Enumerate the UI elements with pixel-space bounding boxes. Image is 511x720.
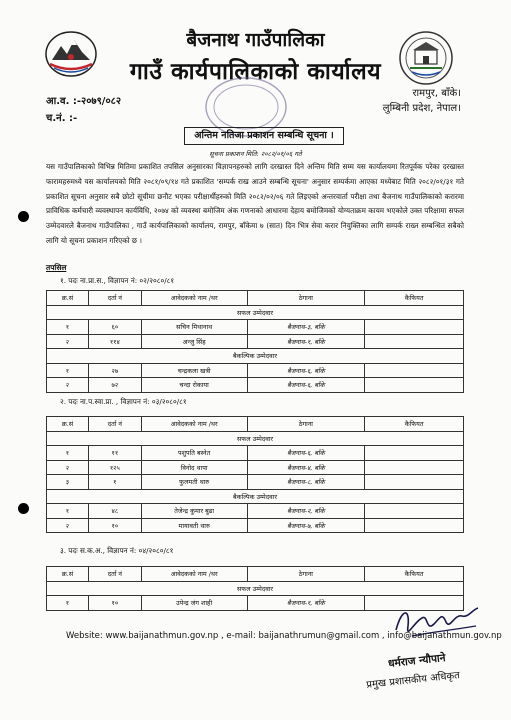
group-row: [47, 431, 464, 446]
name-cell: चन्द्रकला खत्री: [141, 363, 247, 378]
reg-cell: ७२: [88, 378, 141, 393]
name-cell: उपेन्द्र जंग शाही: [141, 596, 247, 611]
signatory-name: धर्मराज न्यौपाने: [387, 652, 447, 670]
column-header: दर्ता नं: [88, 417, 141, 432]
table-row: [47, 460, 464, 475]
office-name: गाउँ कार्यपालिकाको कार्यालय: [129, 59, 382, 85]
group-label: सफल उम्मेदवार: [47, 305, 464, 320]
group-row: [47, 305, 464, 320]
reg-cell: ४८: [88, 504, 141, 519]
reg-cell: १२५: [88, 460, 141, 475]
group-label: सफल उम्मेदवार: [47, 581, 464, 596]
punch-hole-top: [18, 211, 29, 222]
column-header: आवेदकको नाम /थर: [141, 417, 247, 432]
column-header: दर्ता नं: [88, 567, 141, 582]
municipality-name: बैजनाथ गाउँपालिका: [186, 29, 325, 51]
table-row: [47, 320, 464, 335]
serial-cell: १: [47, 596, 89, 611]
column-header: ठेगाना: [247, 567, 365, 582]
address-cell: बैजनाथ-७, बाँके: [247, 518, 365, 533]
results-table: [46, 416, 464, 533]
name-cell: विनोद थापा: [141, 460, 247, 475]
address-line-1: रामपुर, बाँके।: [412, 88, 461, 99]
serial-cell: १: [47, 504, 89, 519]
results-table: [46, 290, 464, 393]
signatory-title: प्रमुख प्रशासकीय अधिकृत: [365, 670, 461, 691]
serial-cell: २: [47, 334, 89, 349]
name-cell: सचिन मिथानाथ: [141, 320, 247, 335]
column-header: आवेदकको नाम /थर: [141, 567, 247, 582]
group-label: बैकल्पिक उम्मेदवार: [47, 489, 464, 504]
table-row: [47, 334, 464, 349]
column-header: कैफियत: [365, 567, 464, 582]
remark-cell: [365, 334, 464, 349]
reg-cell: १०: [88, 596, 141, 611]
notice-title: अन्तिम नतिजा प्रकाशन सम्बन्धि सूचना ।: [184, 127, 344, 145]
post-title: २. पदः ना.प.स्वा.प्रा. , विज्ञापन नं: ०३/२०८०/८१: [60, 397, 187, 406]
name-cell: चन्दा रोकाया: [141, 378, 247, 393]
dispatch-number: च.नं. :-: [46, 113, 78, 124]
name-cell: मायावती थारु: [141, 518, 247, 533]
remark-cell: [365, 475, 464, 490]
name-cell: तेजेन्द्र कुमार बुढा: [141, 504, 247, 519]
handwritten-signature: [392, 600, 484, 650]
address-cell: बैजनाथ-३, बाँके: [247, 320, 365, 335]
name-cell: पशुपति बस्नेत: [141, 446, 247, 461]
serial-cell: २: [47, 378, 89, 393]
address-cell: बैजनाथ-६, बाँके: [247, 446, 365, 461]
group-row: [47, 489, 464, 504]
table-header-row: [47, 291, 464, 306]
column-header: कैफियत: [365, 291, 464, 306]
notice-body: यस गाउँपालिकाको विभिन्न मितिमा प्रकाशित तपसिल अनुसारका विज्ञापनहरुको लागि दरखास्त दिने अन्तिम मिति सम्म यस कार्यालयमा रितपूर्वक परेका दरखास्त फारामहरुमध्ये यस कार्यालयको मिति २०८१/०९/१४ गते प्रकाशित 'सम्पर्क राख आउने सम्बन्धि सूचना' अनुसार सम्पर्कमा आएका मध्येबाट मिति २०८२/०१/३१ गते प्रकाशित सूचना अनुसार सबै छोटो सूचीमा छनौट भएका परीक्षार्थीहरुको मिति २०८२/०२/०६ गते लिइएको अन्तरवार्ता परीक्षा तथा बैजनाथ गाउँपालिकाको करारमा प्राविधिक कर्मचारी व्यवस्थापन कार्यविधि, २०७४ को व्यवस्था बमोजिम अंक गणनाको आधारमा देहाय बमोजिमको योग्यताक्रम कायम भएकोले उक्त परिक्षामा सफल उम्मेदवारले बैजनाथ गाउँपालिका , गाउँ कार्यपालिकाको कार्यालय, रामपुर, बाँकेमा ७ (सात) दिन भित्र सेवा करार नियुक्तिका लागि सम्पर्क राख्न सम्बन्धित सबैको लागि यो सूचना प्रकाशन गरिएको छ ।: [46, 162, 464, 245]
remark-cell: [365, 504, 464, 519]
address-cell: बैजनाथ-६, बाँके: [247, 378, 365, 393]
remark-cell: [365, 518, 464, 533]
reg-cell: १: [88, 475, 141, 490]
address-cell: बैजनाथ-२, बाँके: [247, 504, 365, 519]
group-label: बैकल्पिक उम्मेदवार: [47, 349, 464, 364]
column-header: क्र.सं: [47, 417, 89, 432]
post-title: ३. पदः स.क.अ., विज्ञापन नं: ०४/२०८०/८१: [60, 546, 174, 555]
address-cell: बैजनाथ-४, बाँके: [247, 460, 365, 475]
punch-hole-bottom: [18, 503, 29, 514]
remark-cell: [365, 378, 464, 393]
notice-date: सूचना प्रकाशन मिति: २०८२/०१/०६ गते: [209, 150, 302, 158]
tapsil-heading: तपसिल: [46, 263, 67, 272]
address-line-2: लुम्बिनी प्रदेश, नेपाल।: [382, 103, 461, 114]
table-row: [47, 504, 464, 519]
table-header-row: [47, 417, 464, 432]
contact-footer: Website: www.baijanathmun.gov.np , e-mail: baijanathrumun@gmail.com , info@baijanathmun.gov.np: [66, 631, 502, 641]
serial-cell: ३: [47, 475, 89, 490]
name-cell: फुलमती थारु: [141, 475, 247, 490]
name-cell: अन्जु सिंह: [141, 334, 247, 349]
address-cell: बैजनाथ-६, बाँके: [247, 363, 365, 378]
reg-cell: ११४: [88, 334, 141, 349]
serial-cell: २: [47, 460, 89, 475]
reg-cell: ६०: [88, 320, 141, 335]
serial-cell: २: [47, 518, 89, 533]
table-row: [47, 363, 464, 378]
serial-cell: १: [47, 320, 89, 335]
reg-cell: १०: [88, 518, 141, 533]
table-header-row: [47, 567, 464, 582]
address-cell: बैजनाथ-१, बाँके: [247, 334, 365, 349]
fiscal-year-ref: आ.व. :-२०७९/०८२: [46, 96, 122, 107]
column-header: ठेगाना: [247, 417, 365, 432]
group-row: [47, 349, 464, 364]
column-header: क्र.सं: [47, 567, 89, 582]
reg-cell: ११: [88, 446, 141, 461]
remark-cell: [365, 446, 464, 461]
remark-cell: [365, 363, 464, 378]
column-header: ठेगाना: [247, 291, 365, 306]
group-row: [47, 581, 464, 596]
serial-cell: १: [47, 363, 89, 378]
address-cell: बैजनाथ-१, बाँके: [247, 596, 365, 611]
column-header: कैफियत: [365, 417, 464, 432]
column-header: आवेदकको नाम /थर: [141, 291, 247, 306]
serial-cell: १: [47, 446, 89, 461]
reg-cell: २७: [88, 363, 141, 378]
table-row: [47, 475, 464, 490]
remark-cell: [365, 320, 464, 335]
address-cell: बैजनाथ-८, बाँके: [247, 475, 365, 490]
table-row: [47, 378, 464, 393]
column-header: दर्ता नं: [88, 291, 141, 306]
column-header: क्र.सं: [47, 291, 89, 306]
table-row: [47, 518, 464, 533]
group-label: सफल उम्मेदवार: [47, 431, 464, 446]
table-row: [47, 446, 464, 461]
remark-cell: [365, 460, 464, 475]
post-title: १. पदः ना.प्रा.स., विज्ञापन नं: ०२/२०८०/८१: [60, 276, 175, 285]
